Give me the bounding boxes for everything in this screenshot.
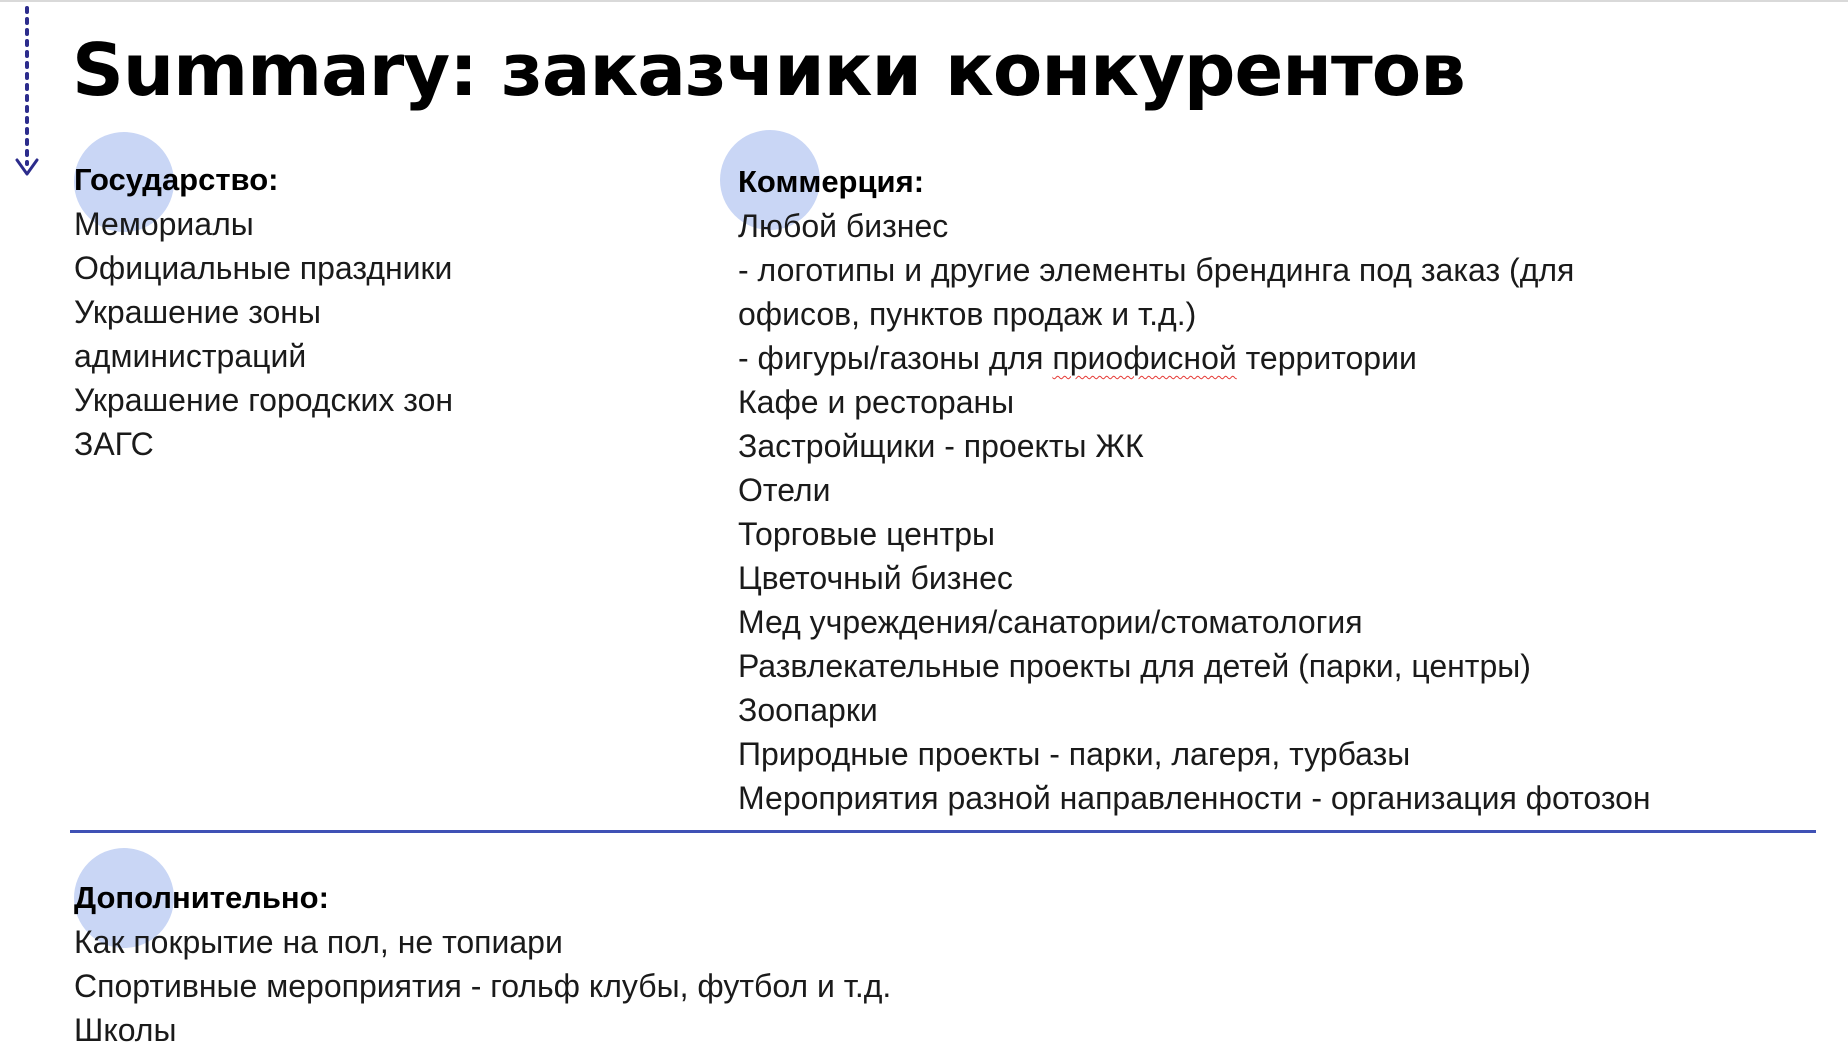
list-item: Застройщики - проекты ЖК (738, 428, 1144, 464)
list-item: Спортивные мероприятия - гольф клубы, футбол и т.д. (74, 968, 892, 1004)
commerce-section (738, 160, 1828, 820)
government-heading: Государство: (74, 162, 279, 197)
list-item: Украшение зоны (74, 294, 321, 330)
list-item: администраций (74, 338, 307, 374)
list-item: Цветочный бизнес (738, 560, 1013, 596)
list-item: Отели (738, 472, 831, 508)
list-item: Мемориалы (74, 206, 254, 242)
list-item: Мероприятия разной направленности - организация фотозон (738, 780, 1651, 816)
list-item: Как покрытие на пол, не топиари (74, 924, 563, 960)
list-item: Зоопарки (738, 692, 878, 728)
list-item: Любой бизнес (738, 208, 949, 244)
list-item: Развлекательные проекты для детей (парки, центры) (738, 648, 1531, 684)
list-item: Торговые центры (738, 516, 995, 552)
list-item (738, 336, 1828, 380)
commerce-list (738, 204, 1828, 820)
slide-title: Summary: заказчики конкурентов (72, 28, 1465, 112)
list-item: Официальные праздники (74, 250, 453, 286)
list-item: Украшение городских зон (74, 382, 454, 418)
list-item: офисов, пунктов продаж и т.д.) (738, 296, 1197, 332)
government-list (74, 202, 674, 466)
commerce-heading: Коммерция: (738, 164, 925, 199)
list-item: Природные проекты - парки, лагеря, турбазы (738, 736, 1411, 772)
list-item: Школы (74, 1012, 177, 1048)
government-section (74, 158, 674, 466)
additional-section (74, 876, 1174, 1052)
list-item-text: территории (1236, 340, 1417, 376)
dotted-arrow-down-icon (14, 4, 40, 184)
list-item: - логотипы и другие элементы брендинга под заказ (для (738, 252, 1575, 288)
list-item-text: - фигуры/газоны для (738, 340, 1053, 376)
section-divider (70, 830, 1816, 833)
spellcheck-word: приофисной (1052, 340, 1237, 376)
additional-heading: Дополнительно: (74, 880, 329, 915)
top-border (0, 0, 1848, 2)
list-item: ЗАГС (74, 426, 154, 462)
list-item: Мед учреждения/санатории/стоматология (738, 604, 1363, 640)
additional-list (74, 920, 1174, 1052)
list-item: Кафе и рестораны (738, 384, 1015, 420)
